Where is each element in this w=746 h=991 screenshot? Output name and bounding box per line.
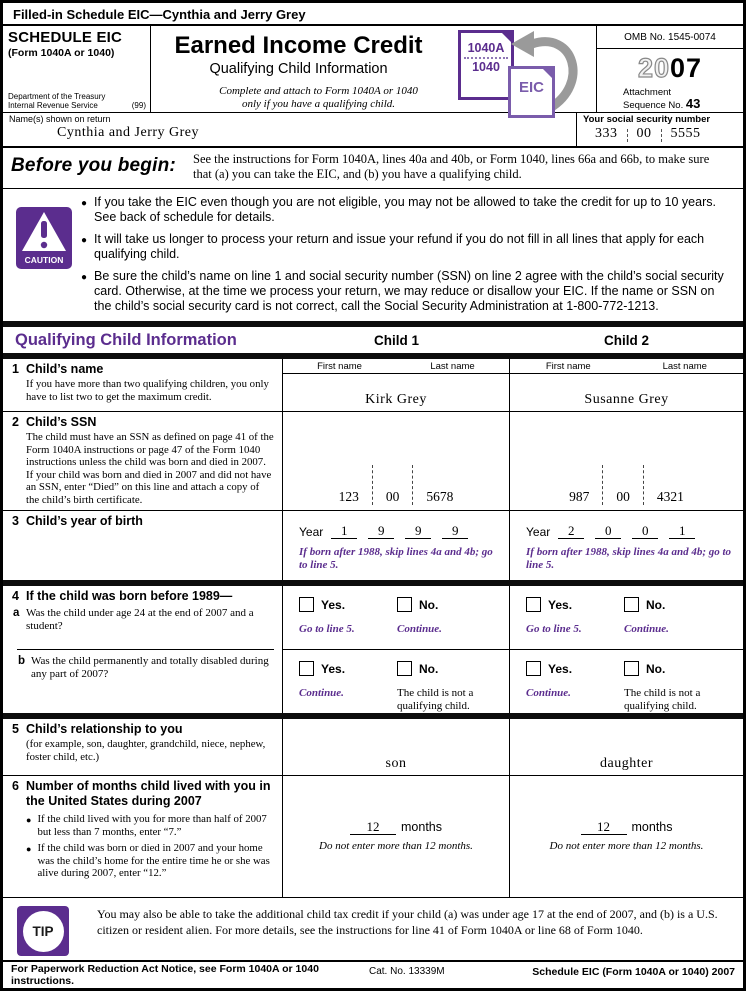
eic-document-icon: EIC (508, 66, 555, 118)
line3-skip-note: If born after 1988, skip lines 4a and 4b; go to line 5. (526, 546, 732, 571)
child1-name-field[interactable]: Kirk Grey (365, 392, 427, 407)
section-title: Qualifying Child Information (15, 330, 237, 349)
bullet-icon: ● (26, 844, 32, 854)
name-ssn-row (3, 113, 743, 148)
tip-section (3, 897, 743, 960)
ssn-separator (412, 465, 413, 505)
form-footer (3, 960, 743, 986)
dept-code: (99) (131, 101, 146, 110)
form-reference: (Form 1040A or 1040) (8, 47, 115, 59)
child1-months-field[interactable]: 12 (350, 820, 396, 835)
line4a-child1-cell: Yes. Go to line 5. No. Continue. (283, 586, 510, 649)
line6-max-note: Do not enter more than 12 months. (549, 840, 704, 852)
line5-child2-cell (510, 719, 743, 775)
line4a-label-cell (3, 586, 283, 649)
dotted-divider (464, 57, 508, 59)
tip-icon: TIP (17, 906, 69, 956)
before-label: Before you begin: (11, 155, 176, 176)
line4a-row (3, 586, 743, 649)
line5-title: Child’s relationship to you (26, 722, 183, 736)
line3-title: Child’s year of birth (26, 514, 143, 528)
line4a-question: a Was the child under age 24 at the end of 2007 and a student? (13, 607, 254, 632)
header-right-block (596, 26, 743, 112)
child1-relationship-field[interactable]: son (385, 756, 407, 771)
line4b-row (3, 649, 743, 713)
line6-bullet-1: If the child lived with you for more than half of 2007 but less than 7 months, enter “7.” (37, 813, 267, 838)
name-column-labels: First name Last name (510, 359, 743, 374)
line4b-child1-no-checkbox[interactable] (397, 661, 412, 676)
ssn-label: Your social security number (583, 114, 711, 125)
line-number: 1 (12, 362, 19, 376)
line4b-child2-no-checkbox[interactable] (624, 661, 639, 676)
ssn-separator (643, 465, 644, 505)
line4a-child1-yes-checkbox[interactable] (299, 597, 314, 612)
form-header (3, 24, 743, 113)
page-fold-icon (542, 68, 553, 79)
line3-row (3, 511, 743, 580)
line1-note: If you have more than two qualifying children, you only have to list two to get the maximum credit. (26, 378, 269, 403)
line4b-child1-cell: Yes. Continue. No. The child is not a qualifying child. (283, 649, 510, 713)
line2-label-cell (3, 412, 283, 510)
line4b-label-cell (3, 649, 283, 713)
bullet-icon: ● (81, 235, 88, 246)
line4a-child2-cell: Yes. Go to line 5. No. Continue. (526, 597, 669, 635)
header-center-block (151, 26, 596, 112)
child2-name-field[interactable]: Susanne Grey (584, 392, 669, 407)
line5-row (3, 719, 743, 776)
qualifying-child-header (3, 327, 743, 353)
schedule-name: SCHEDULE EIC (8, 29, 123, 46)
name-field[interactable]: Cynthia and Jerry Grey (57, 125, 200, 140)
ssn-field[interactable]: 333 00 5555 (595, 126, 701, 141)
line-number: 2 (12, 415, 19, 429)
line2-note: The child must have an SSN as defined on page 41 of the Form 1040A instructions or page 47 of the Form 1040 instructions unless the child was born and died in 2007. If your child was born and died in 2007 and did not have an SSN, enter “Died” on this line and attach a copy of the child’s birth certificate. (26, 431, 274, 506)
line5-note: (for example, son, daughter, grandchild, niece, nephew, foster child, etc.) (26, 738, 266, 763)
line2-row (3, 412, 743, 511)
ssn-field-cell (576, 113, 743, 146)
line6-max-note: Do not enter more than 12 months. (319, 840, 473, 852)
form-id-footer: Schedule EIC (Form 1040A or 1040) 2007 (532, 966, 735, 978)
before-you-begin (3, 148, 743, 189)
line3-child2-cell (510, 511, 743, 580)
line1-child2-cell (510, 359, 743, 411)
line2-title: Child’s SSN (26, 415, 97, 429)
line1-row (3, 359, 743, 412)
line4a-child2-yes-checkbox[interactable] (526, 597, 541, 612)
eic-forms-icon (456, 26, 588, 118)
line4b-child1-yes-checkbox[interactable] (299, 661, 314, 676)
child1-ssn-field[interactable]: 123 00 5678 (283, 465, 509, 510)
line4b-child2-yes-checkbox[interactable] (526, 661, 541, 676)
caution-icon (16, 207, 72, 269)
name-label: Name(s) shown on return (9, 114, 111, 124)
tax-year: 2007 (637, 53, 703, 83)
line5-label-cell (3, 719, 283, 775)
tip-text: You may also be able to take the additional child tax credit if your child (a) was under age 17 at the end of 2007, and (b) is a U.S. citizen or resident alien. For more details, see the instructions for line 41 of Form 1040A or line 68 of Form 1040. (97, 907, 718, 937)
bullet-icon: ● (26, 815, 32, 825)
agency-block (8, 92, 146, 110)
child2-column-header: Child 2 (603, 332, 649, 348)
attachment-sequence: Attachment Sequence No. 43 (623, 87, 701, 111)
line4b-question: b Was the child permanently and totally disabled during any part of 2007? (18, 655, 269, 680)
caution-bullets (81, 195, 733, 314)
child1-year-field[interactable]: Year 1 9 9 9 (283, 511, 509, 539)
line5-child1-cell (283, 719, 510, 775)
name-column-labels: First name Last name (283, 359, 509, 374)
line1-title: Child’s name (26, 362, 104, 376)
bullet-icon: ● (81, 272, 88, 283)
line-number: 3 (12, 514, 19, 528)
form-subtitle: Qualifying Child Information (209, 61, 388, 77)
line6-child1-cell: 12 months Do not enter more than 12 months. (283, 776, 510, 897)
line3-child1-cell (283, 511, 510, 580)
caution-bullet-2: It will take us longer to process your return and issue your refund if you do not fill in all lines that apply for each qualifying child. (94, 232, 705, 261)
attach-instructions: Complete and attach to Form 1040A or 1040 only if you have a qualifying child. (219, 85, 418, 110)
bullet-icon: ● (81, 198, 88, 209)
line-number: 6 (12, 779, 19, 793)
line6-label-cell (3, 776, 283, 897)
line-number: 5 (12, 722, 19, 736)
line1-child1-cell (283, 359, 510, 411)
line4b-child2-cell: Yes. Continue. No. The child is not a qualifying child. (510, 649, 743, 713)
svg-text:CAUTION: CAUTION (24, 255, 64, 265)
ssn-separator (627, 129, 628, 142)
line4a-child1-no-checkbox[interactable] (397, 597, 412, 612)
line2-child2-cell (510, 412, 743, 510)
form-1040-document-icon: 1040A 1040 (458, 30, 514, 100)
line6-bullet-2: If the child was born or died in 2007 and your home was the child’s home for the entire time he or she was alive during 2007, enter “12.” (37, 842, 270, 879)
child2-months-field[interactable]: 12 (581, 820, 627, 835)
before-text: See the instructions for Form 1040A, lines 40a and 40b, or Form 1040, lines 66a and 66b, to make sure that (a) you can take the EIC, and (b) you have a qualifying child. (193, 152, 710, 181)
form-title: Earned Income Credit (174, 32, 423, 59)
child2-year-field[interactable]: Year 2 0 0 1 (510, 511, 743, 539)
catalog-number: Cat. No. 13339M (369, 966, 445, 977)
dept-line2: Internal Revenue Service (8, 101, 98, 110)
child2-relationship-field[interactable]: daughter (600, 756, 653, 771)
child2-ssn-field[interactable]: 987 00 4321 (510, 465, 743, 510)
ssn-separator (372, 465, 373, 505)
line6-child2-cell: 12 months Do not enter more than 12 months. (510, 776, 743, 897)
line3-label-cell (3, 511, 283, 580)
child1-column-header: Child 1 (373, 332, 419, 348)
line4a-child2-no-checkbox[interactable] (624, 597, 639, 612)
caution-bullet-3: Be sure the child’s name on line 1 and social security number (SSN) on line 2 agree with the child’s social security card. Otherwise, at the time we process your return, we may reduce or disallow your EIC. If the name or SSN on the child’s social security card is not correct, call the Social Security Administration at 1-800-772-1213. (94, 269, 724, 313)
line1-label-cell (3, 359, 283, 411)
paperwork-notice: For Paperwork Reduction Act Notice, see Form 1040A or 1040 instructions. (11, 963, 319, 987)
header-left-block (3, 26, 151, 112)
line4-title: If the child was born before 1989— (26, 589, 233, 603)
caution-section (3, 189, 743, 321)
dept-line1: Department of the Treasury (8, 92, 106, 101)
line6-title: Number of months child lived with you in the United States during 2007 (26, 779, 271, 808)
line-number: 4 (12, 589, 19, 603)
line2-child1-cell (283, 412, 510, 510)
ssn-separator (661, 129, 662, 142)
line3-skip-note: If born after 1988, skip lines 4a and 4b; go to line 5. (299, 546, 493, 571)
caution-bullet-1: If you take the EIC even though you are not eligible, you may not be allowed to take the credit for up to 10 years. See back of schedule for details. (94, 195, 716, 224)
line6-row (3, 776, 743, 897)
page-title: Filled-in Schedule EIC—Cynthia and Jerry Grey (13, 7, 306, 22)
ssn-separator (602, 465, 603, 505)
attachment-number: 43 (685, 96, 701, 111)
omb-number: OMB No. 1545-0074 (597, 26, 743, 49)
